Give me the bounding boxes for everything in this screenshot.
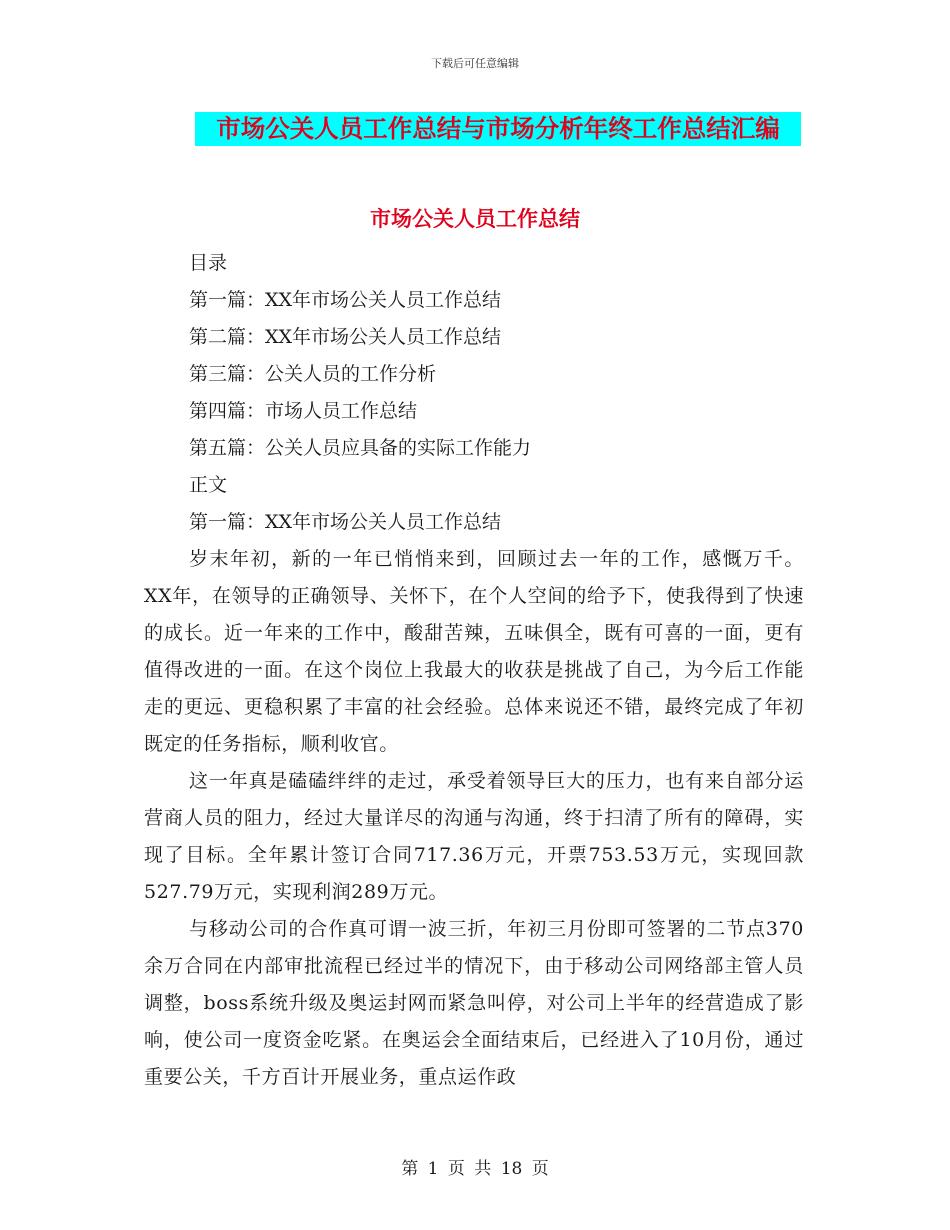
document-main-title: 市场公关人员工作总结与市场分析年终工作总结汇编 xyxy=(195,112,801,146)
body-paragraph: 这一年真是磕磕绊绊的走过，承受着领导巨大的压力，也有来自部分运营商人员的阻力，经过大量详尽的沟通与沟通，终于扫清了所有的障碍，实现了目标。全年累计签订合同717.36万元，开票753.53万元，实现回款527.79万元，实现利润289万元。 xyxy=(144,770,804,903)
section-title: 市场公关人员工作总结 xyxy=(370,207,580,231)
toc-item-4: 第四篇：市场人员工作总结 xyxy=(189,400,418,422)
chapter-heading: 第一篇：XX年市场公关人员工作总结 xyxy=(189,511,502,533)
body-paragraph: 岁末年初，新的一年已悄悄来到，回顾过去一年的工作，感慨万千。XX年，在领导的正确领导、关怀下，在个人空间的给予下，使我得到了快速的成长。近一年来的工作中，酸甜苦辣，五味俱全，既有可喜的一面，更有值得改进的一面。在这个岗位上我最大的收获是挑战了自己，为今后工作能走的更远、更稳积累了丰富的社会经验。总体来说还不错，最终完成了年初既定的任务指标，顺利收官。 xyxy=(144,548,804,755)
toc-heading: 目录 xyxy=(189,252,228,274)
toc-item-2: 第二篇：XX年市场公关人员工作总结 xyxy=(189,326,502,348)
body-paragraph: 与移动公司的合作真可谓一波三折，年初三月份即可签署的二节点370余万合同在内部审批流程已经过半的情况下，由于移动公司网络部主管人员调整，boss系统升级及奥运封网而紧急叫停，对公司上半年的经营造成了影响，使公司一度资金吃紧。在奥运会全面结束后，已经进入了10月份，通过重要公关，千方百计开展业务，重点运作政 xyxy=(144,918,804,1088)
toc-item-1: 第一篇：XX年市场公关人员工作总结 xyxy=(189,289,502,311)
toc-item-5: 第五篇：公关人员应具备的实际工作能力 xyxy=(189,437,532,459)
body-heading: 正文 xyxy=(189,474,228,496)
page-footer: 第 1 页 共 18 页 xyxy=(401,1159,549,1179)
toc-item-3: 第三篇：公关人员的工作分析 xyxy=(189,363,437,385)
header-note: 下载后可任意编辑 xyxy=(431,57,519,70)
document-body xyxy=(144,245,804,1096)
